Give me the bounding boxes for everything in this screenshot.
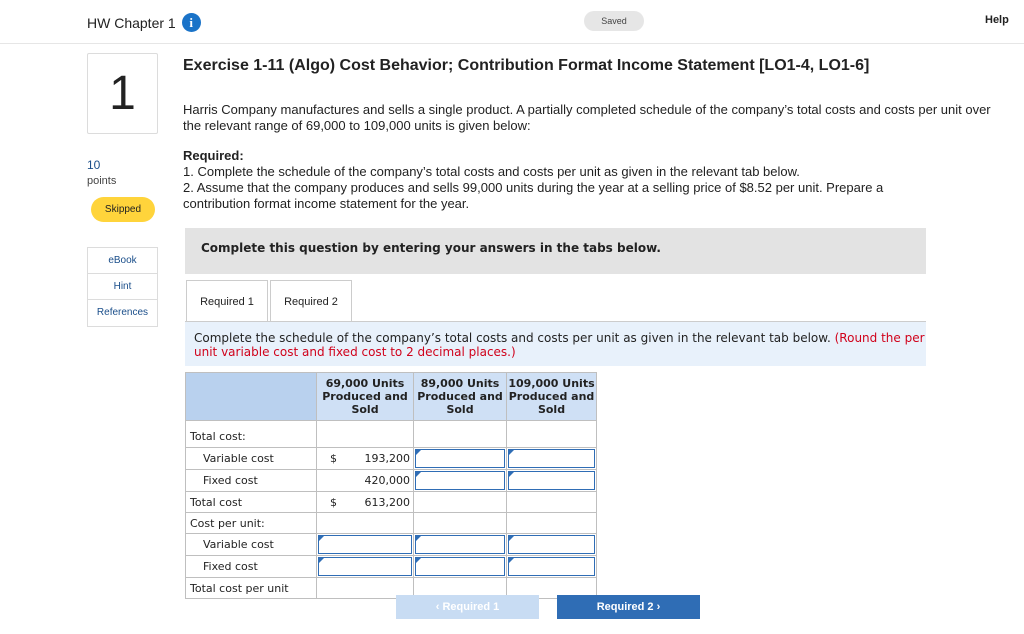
table-header-row — [186, 373, 597, 421]
exercise-intro: Harris Company manufactures and sells a single product. A partially completed schedule of the company’s total costs and costs per unit over the relevant range of 69,000 to 109,000 units is given below: — [183, 102, 991, 133]
points-label: points — [87, 175, 117, 187]
variable-unit-109000-input[interactable] — [508, 535, 595, 554]
points-value: 10 — [87, 158, 101, 172]
column-header-109000: 109,000 Units Produced and Sold — [507, 373, 597, 421]
required-item-2: 2. Assume that the company produces and sells 99,000 units during the year at a selling price of $8.52 per unit. Prepare a contribution format income statement for the year. — [183, 180, 884, 211]
chevron-left-icon: ‹ — [435, 601, 440, 613]
required-item-1: 1. Complete the schedule of the company’s total costs and costs per unit as given in the relevant tab below. — [183, 164, 800, 179]
currency-sign: $ — [330, 452, 337, 465]
row-label-total-cost: Total cost — [186, 492, 317, 513]
required-list — [183, 164, 943, 212]
tab-required-2[interactable]: Required 2 — [270, 280, 352, 322]
saved-status-badge: Saved — [584, 11, 644, 31]
help-link[interactable]: Help — [985, 14, 1009, 26]
assignment-title — [87, 13, 201, 32]
row-label-variable-cost: Variable cost — [186, 448, 317, 470]
instructions-banner — [185, 228, 926, 274]
variable-cost-69000: $ 193,200 — [317, 448, 414, 470]
fixed-cost-109000-input[interactable] — [508, 471, 595, 490]
total-cost-69000: $ 613,200 — [317, 492, 414, 513]
exercise-title: Exercise 1-11 (Algo) Cost Behavior; Contribution Format Income Statement [LO1-4, LO1-6] — [183, 57, 870, 74]
question-number: 1 — [87, 53, 158, 134]
column-header-89000: 89,000 Units Produced and Sold — [414, 373, 507, 421]
tab-instruction — [185, 321, 926, 366]
required-heading: Required: — [183, 148, 244, 163]
next-tab-button[interactable]: Required 2 › — [557, 595, 700, 619]
instruction-text: Complete the schedule of the company’s total costs and costs per unit as given in the relevant tab below. — [194, 331, 831, 345]
fixed-unit-109000-input[interactable] — [508, 557, 595, 576]
row-label-variable-cost-unit: Variable cost — [186, 534, 317, 556]
chevron-right-icon: › — [656, 601, 661, 613]
tab-required-1[interactable]: Required 1 — [186, 280, 268, 322]
fixed-cost-69000: 420,000 — [317, 470, 414, 492]
ebook-link[interactable]: eBook — [88, 248, 157, 274]
assignment-title-text: HW Chapter 1 — [87, 14, 176, 31]
table-row — [186, 534, 597, 556]
variable-unit-89000-input[interactable] — [415, 535, 505, 554]
resources-panel — [87, 247, 158, 327]
hint-link[interactable]: Hint — [88, 274, 157, 300]
top-bar — [0, 0, 1024, 44]
fixed-unit-89000-input[interactable] — [415, 557, 505, 576]
info-icon[interactable]: i — [182, 13, 201, 32]
currency-sign: $ — [330, 495, 337, 509]
row-label-cost-per-unit-section: Cost per unit: — [186, 513, 317, 534]
variable-cost-89000-input[interactable] — [415, 449, 505, 468]
table-row — [186, 556, 597, 578]
label-column-header — [186, 373, 317, 421]
prev-tab-button[interactable]: ‹ Required 1 — [396, 595, 539, 619]
table-row — [186, 513, 597, 534]
row-label-total-cost-per-unit: Total cost per unit — [186, 578, 317, 599]
status-badge: Skipped — [91, 197, 155, 222]
row-label-fixed-cost-unit: Fixed cost — [186, 556, 317, 578]
banner-text: Complete this question by entering your answers in the tabs below. — [201, 241, 661, 255]
variable-cost-109000-input[interactable] — [508, 449, 595, 468]
table-row — [186, 448, 597, 470]
rounding-note: (Round the per unit variable cost and fixed cost to 2 decimal places.) — [194, 331, 925, 359]
references-link[interactable]: References — [96, 307, 149, 318]
table-row — [186, 470, 597, 492]
table-row — [186, 427, 597, 448]
variable-unit-69000-input[interactable] — [318, 535, 412, 554]
fixed-cost-89000-input[interactable] — [415, 471, 505, 490]
cost-schedule-table — [185, 372, 597, 599]
table-row — [186, 492, 597, 513]
row-label-fixed-cost: Fixed cost — [186, 470, 317, 492]
fixed-unit-69000-input[interactable] — [318, 557, 412, 576]
row-label-total-cost-section: Total cost: — [186, 427, 317, 448]
column-header-69000: 69,000 Units Produced and Sold — [317, 373, 414, 421]
